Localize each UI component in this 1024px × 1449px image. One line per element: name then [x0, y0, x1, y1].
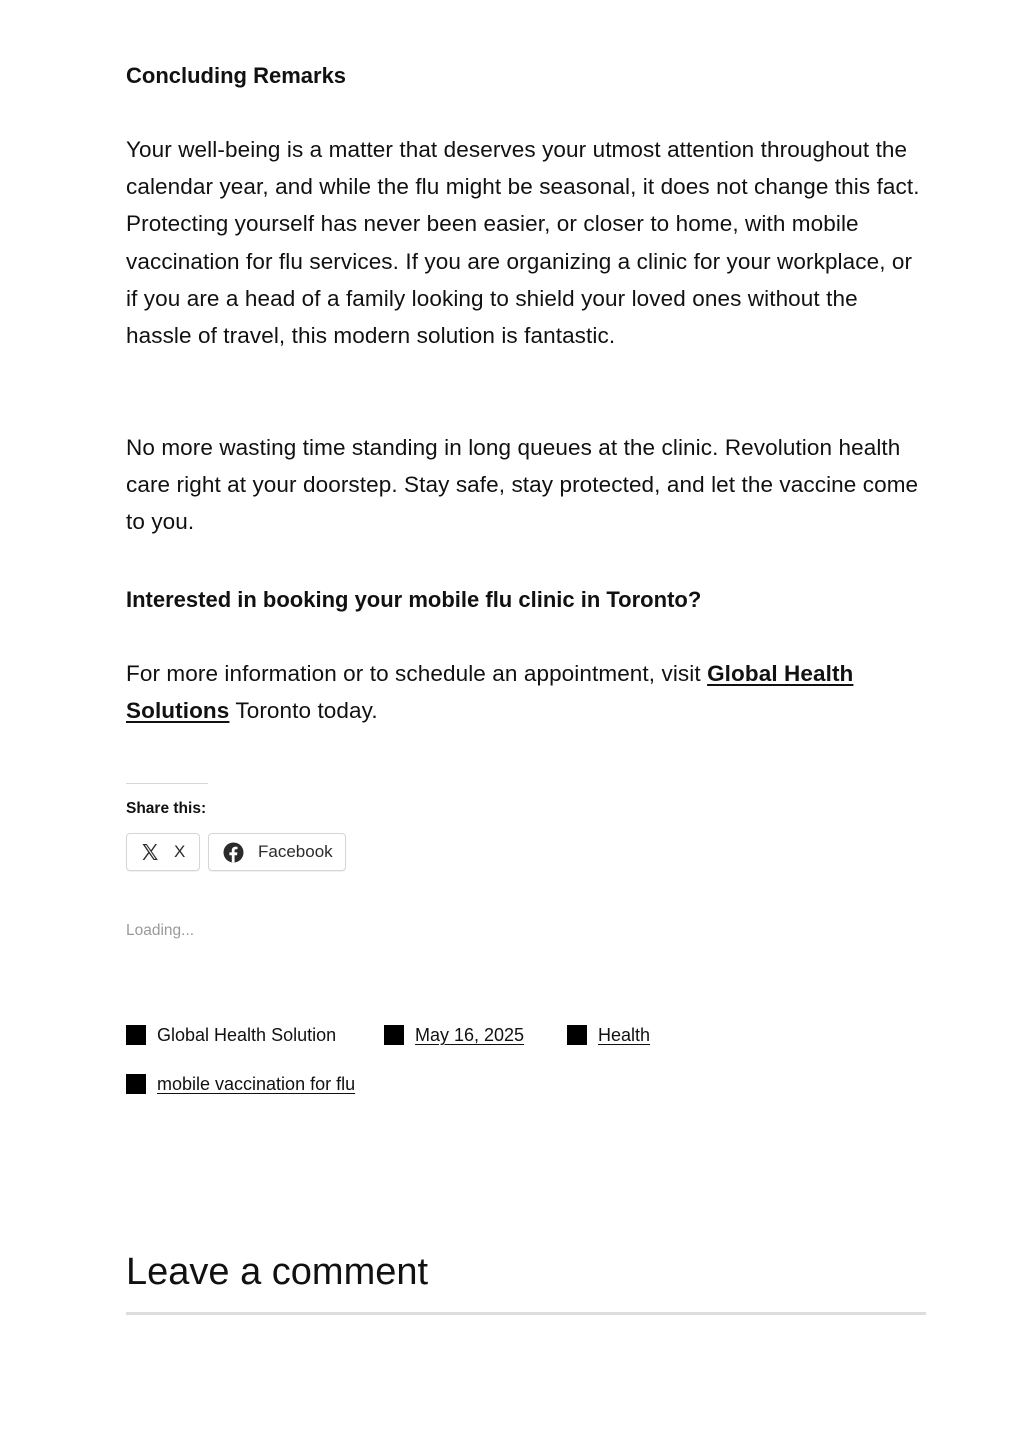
share-divider	[126, 783, 208, 784]
likes-loading-text: Loading...	[126, 922, 195, 939]
comment-divider	[126, 1312, 926, 1315]
calendar-icon	[384, 1025, 404, 1045]
paragraph-more-info	[126, 655, 926, 729]
paragraph-wellbeing: Your well-being is a matter that deserves your utmost attention throughout the calendar year, and while the flu might be seasonal, it does not change this fact. Protecting yourself has never been easier, or closer to home, with mobile vaccination for flu services. If you are organizing a clinic for your workplace, or if you are a head of a family looking to shield your loved ones without the hassle of travel, this modern solution is fantastic.	[126, 137, 920, 349]
facebook-icon	[223, 842, 244, 863]
post-date-link[interactable]: May 16, 2025	[415, 1025, 525, 1045]
post-category-link[interactable]: Health	[598, 1025, 651, 1045]
more-info-text: For more information or to schedule an appointment, visit	[126, 661, 708, 686]
concluding-heading: Concluding Remarks	[126, 63, 347, 88]
folder-icon	[567, 1025, 587, 1045]
post-date	[384, 1024, 524, 1046]
x-logo-icon	[140, 842, 160, 862]
share-facebook-label: Facebook	[258, 842, 333, 861]
more-info-suffix: Toronto today.	[229, 698, 378, 724]
post-tag-link[interactable]: mobile vaccination for flu	[157, 1074, 356, 1094]
booking-heading: Interested in booking your mobile flu clinic in Toronto?	[126, 587, 702, 612]
share-facebook-button[interactable]	[208, 833, 346, 871]
paragraph-queues: No more wasting time standing in long queues at the clinic. Revolution health care right at your doorstep. Stay safe, stay protected, and let the vaccine come to you.	[126, 435, 919, 535]
post-author	[126, 1024, 336, 1046]
post-tag	[126, 1073, 355, 1095]
global-health-solutions-link[interactable]: Global Health Solutions	[126, 661, 854, 724]
leave-comment-heading: Leave a comment	[126, 1251, 429, 1293]
share-label: Share this:	[126, 800, 207, 817]
share-x-button[interactable]	[126, 833, 200, 871]
tag-icon	[126, 1074, 146, 1094]
share-x-label: X	[174, 842, 186, 861]
author-icon	[126, 1025, 146, 1045]
post-author-name: Global Health Solution	[157, 1025, 337, 1045]
post-category	[567, 1024, 650, 1046]
